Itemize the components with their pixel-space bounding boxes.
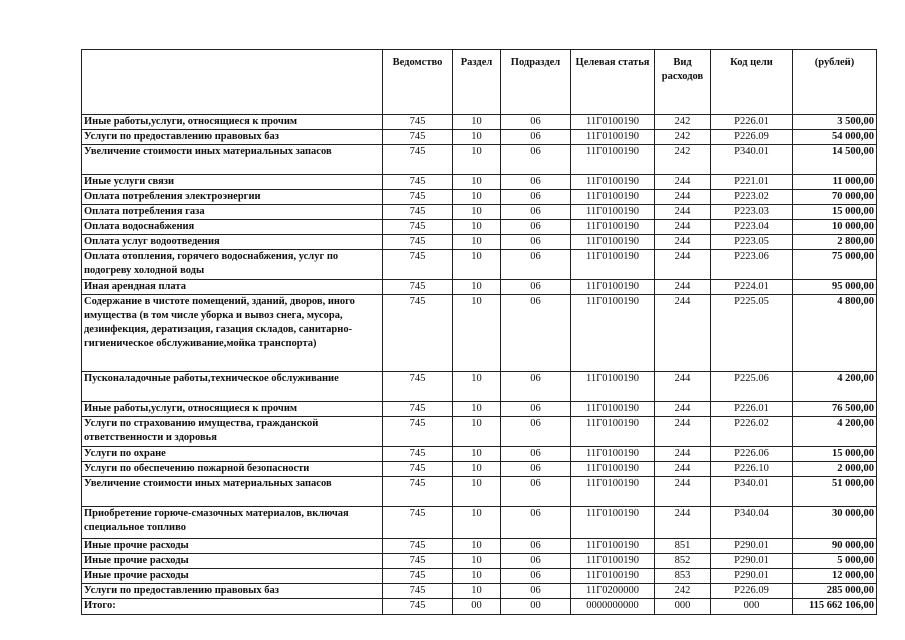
cell-name: Пусконаладочные работы,техническое обслуживание [82, 372, 383, 402]
cell-vedomstvo: 745 [383, 235, 453, 250]
cell-name: Увеличение стоимости иных материальных запасов [82, 145, 383, 175]
cell-vid: 244 [655, 447, 711, 462]
cell-vid: 244 [655, 402, 711, 417]
cell-sum: 2 000,00 [793, 462, 877, 477]
cell-kod: P226.06 [711, 447, 793, 462]
cell-statya: 11Г0100190 [571, 507, 655, 539]
table-body [82, 115, 877, 615]
cell-statya: 11Г0100190 [571, 295, 655, 372]
cell-vid: 853 [655, 569, 711, 584]
table-row [82, 295, 877, 372]
cell-kod: 000 [711, 599, 793, 615]
cell-statya: 11Г0100190 [571, 569, 655, 584]
cell-razdel: 10 [453, 554, 501, 569]
cell-name: Услуги по предоставлению правовых баз [82, 130, 383, 145]
cell-kod: P223.04 [711, 220, 793, 235]
cell-kod: P224.01 [711, 280, 793, 295]
cell-kod: P340.04 [711, 507, 793, 539]
cell-kod: P290.01 [711, 569, 793, 584]
header-kod: Код цели [711, 50, 793, 115]
cell-sum: 15 000,00 [793, 447, 877, 462]
cell-sum: 3 500,00 [793, 115, 877, 130]
cell-vid: 244 [655, 295, 711, 372]
cell-statya: 11Г0100190 [571, 462, 655, 477]
cell-sum: 12 000,00 [793, 569, 877, 584]
cell-vid: 244 [655, 250, 711, 280]
cell-podrazdel: 06 [501, 447, 571, 462]
cell-podrazdel: 06 [501, 462, 571, 477]
cell-kod: P223.03 [711, 205, 793, 220]
cell-vedomstvo: 745 [383, 417, 453, 447]
cell-razdel: 10 [453, 235, 501, 250]
cell-statya: 11Г0100190 [571, 235, 655, 250]
cell-vid: 242 [655, 130, 711, 145]
cell-razdel: 10 [453, 175, 501, 190]
cell-podrazdel: 06 [501, 235, 571, 250]
cell-kod: P223.06 [711, 250, 793, 280]
cell-vid: 244 [655, 372, 711, 402]
header-razdel: Раздел [453, 50, 501, 115]
cell-razdel: 10 [453, 584, 501, 599]
table-row [82, 220, 877, 235]
cell-razdel: 10 [453, 569, 501, 584]
cell-kod: P290.01 [711, 554, 793, 569]
cell-razdel: 10 [453, 190, 501, 205]
cell-podrazdel: 06 [501, 372, 571, 402]
cell-sum: 54 000,00 [793, 130, 877, 145]
cell-sum: 15 000,00 [793, 205, 877, 220]
cell-kod: P225.05 [711, 295, 793, 372]
cell-vid: 244 [655, 280, 711, 295]
cell-statya: 11Г0100190 [571, 145, 655, 175]
cell-sum: 4 200,00 [793, 417, 877, 447]
cell-podrazdel: 06 [501, 584, 571, 599]
cell-vid: 244 [655, 477, 711, 507]
cell-razdel: 10 [453, 447, 501, 462]
table-row [82, 417, 877, 447]
cell-sum: 10 000,00 [793, 220, 877, 235]
cell-sum: 4 800,00 [793, 295, 877, 372]
header-podrazdel: Подраздел [501, 50, 571, 115]
cell-vedomstvo: 745 [383, 115, 453, 130]
cell-razdel: 10 [453, 250, 501, 280]
cell-kod: P223.05 [711, 235, 793, 250]
cell-sum: 95 000,00 [793, 280, 877, 295]
cell-sum: 115 662 106,00 [793, 599, 877, 615]
cell-vid: 244 [655, 190, 711, 205]
cell-name: Приобретение горюче-смазочных материалов, включая специальное топливо [82, 507, 383, 539]
cell-name: Услуги по охране [82, 447, 383, 462]
table-row [82, 554, 877, 569]
cell-name: Услуги по обеспечению пожарной безопасности [82, 462, 383, 477]
cell-vid: 852 [655, 554, 711, 569]
cell-podrazdel: 06 [501, 295, 571, 372]
cell-vedomstvo: 745 [383, 539, 453, 554]
cell-name: Оплата потребления газа [82, 205, 383, 220]
cell-vid: 244 [655, 205, 711, 220]
cell-vid: 244 [655, 235, 711, 250]
table-row [82, 115, 877, 130]
table-row [82, 599, 877, 615]
table-row [82, 250, 877, 280]
cell-vedomstvo: 745 [383, 477, 453, 507]
table-row [82, 447, 877, 462]
cell-podrazdel: 06 [501, 539, 571, 554]
header-row [82, 50, 877, 115]
cell-vedomstvo: 745 [383, 447, 453, 462]
cell-name: Иные услуги связи [82, 175, 383, 190]
cell-vid: 244 [655, 507, 711, 539]
cell-sum: 51 000,00 [793, 477, 877, 507]
cell-vedomstvo: 745 [383, 205, 453, 220]
cell-kod: P226.02 [711, 417, 793, 447]
header-vid: Вид расходов [655, 50, 711, 115]
cell-vedomstvo: 745 [383, 145, 453, 175]
cell-vid: 244 [655, 220, 711, 235]
cell-vedomstvo: 745 [383, 402, 453, 417]
cell-sum: 4 200,00 [793, 372, 877, 402]
header-name [82, 50, 383, 115]
cell-vedomstvo: 745 [383, 280, 453, 295]
cell-razdel: 10 [453, 115, 501, 130]
cell-sum: 30 000,00 [793, 507, 877, 539]
table-row [82, 477, 877, 507]
cell-name: Оплата потребления электроэнергии [82, 190, 383, 205]
cell-sum: 90 000,00 [793, 539, 877, 554]
cell-vid: 244 [655, 462, 711, 477]
table-row [82, 205, 877, 220]
cell-name: Иные прочие расходы [82, 539, 383, 554]
cell-kod: P221.01 [711, 175, 793, 190]
cell-podrazdel: 06 [501, 220, 571, 235]
cell-razdel: 10 [453, 220, 501, 235]
cell-podrazdel: 00 [501, 599, 571, 615]
cell-kod: P340.01 [711, 145, 793, 175]
cell-vedomstvo: 745 [383, 462, 453, 477]
header-sum: (рублей) [793, 50, 877, 115]
table-row [82, 584, 877, 599]
cell-razdel: 10 [453, 145, 501, 175]
table-row [82, 539, 877, 554]
cell-vedomstvo: 745 [383, 569, 453, 584]
cell-kod: P226.10 [711, 462, 793, 477]
cell-podrazdel: 06 [501, 205, 571, 220]
cell-sum: 76 500,00 [793, 402, 877, 417]
cell-name: Оплата водоснабжения [82, 220, 383, 235]
cell-statya: 11Г0100190 [571, 539, 655, 554]
cell-podrazdel: 06 [501, 402, 571, 417]
cell-name: Иные работы,услуги, относящиеся к прочим [82, 402, 383, 417]
cell-podrazdel: 06 [501, 115, 571, 130]
cell-vedomstvo: 745 [383, 554, 453, 569]
cell-vid: 242 [655, 145, 711, 175]
cell-statya: 11Г0200000 [571, 584, 655, 599]
cell-razdel: 10 [453, 130, 501, 145]
cell-statya: 11Г0100190 [571, 115, 655, 130]
cell-razdel: 10 [453, 477, 501, 507]
cell-podrazdel: 06 [501, 130, 571, 145]
cell-razdel: 10 [453, 295, 501, 372]
cell-name: Иная арендная плата [82, 280, 383, 295]
table-row [82, 130, 877, 145]
cell-kod: P226.09 [711, 130, 793, 145]
cell-sum: 70 000,00 [793, 190, 877, 205]
cell-name: Увеличение стоимости иных материальных запасов [82, 477, 383, 507]
table-row [82, 402, 877, 417]
cell-sum: 5 000,00 [793, 554, 877, 569]
cell-vedomstvo: 745 [383, 599, 453, 615]
cell-sum: 11 000,00 [793, 175, 877, 190]
cell-statya: 11Г0100190 [571, 190, 655, 205]
cell-kod: P226.01 [711, 115, 793, 130]
cell-name: Иные прочие расходы [82, 569, 383, 584]
cell-kod: P340.01 [711, 477, 793, 507]
cell-sum: 2 800,00 [793, 235, 877, 250]
cell-statya: 11Г0100190 [571, 372, 655, 402]
cell-razdel: 00 [453, 599, 501, 615]
cell-vedomstvo: 745 [383, 220, 453, 235]
table-row [82, 235, 877, 250]
cell-name: Итого: [82, 599, 383, 615]
budget-table [81, 49, 877, 615]
cell-name: Иные работы,услуги, относящиеся к прочим [82, 115, 383, 130]
cell-razdel: 10 [453, 402, 501, 417]
cell-statya: 11Г0100190 [571, 175, 655, 190]
cell-name: Иные прочие расходы [82, 554, 383, 569]
cell-sum: 75 000,00 [793, 250, 877, 280]
cell-statya: 11Г0100190 [571, 554, 655, 569]
table-row [82, 372, 877, 402]
cell-kod: P290.01 [711, 539, 793, 554]
cell-podrazdel: 06 [501, 145, 571, 175]
cell-statya: 11Г0100190 [571, 205, 655, 220]
cell-podrazdel: 06 [501, 280, 571, 295]
cell-podrazdel: 06 [501, 554, 571, 569]
cell-vedomstvo: 745 [383, 250, 453, 280]
cell-vid: 244 [655, 175, 711, 190]
cell-razdel: 10 [453, 539, 501, 554]
cell-vedomstvo: 745 [383, 190, 453, 205]
table-row [82, 190, 877, 205]
cell-kod: P223.02 [711, 190, 793, 205]
header-vedomstvo: Ведомство [383, 50, 453, 115]
cell-name: Услуги по предоставлению правовых баз [82, 584, 383, 599]
cell-kod: P226.09 [711, 584, 793, 599]
cell-statya: 0000000000 [571, 599, 655, 615]
table-row [82, 280, 877, 295]
cell-statya: 11Г0100190 [571, 477, 655, 507]
cell-podrazdel: 06 [501, 417, 571, 447]
cell-vid: 244 [655, 417, 711, 447]
table-row [82, 569, 877, 584]
header-statya: Целевая статья [571, 50, 655, 115]
cell-vedomstvo: 745 [383, 372, 453, 402]
cell-statya: 11Г0100190 [571, 130, 655, 145]
cell-statya: 11Г0100190 [571, 220, 655, 235]
cell-vedomstvo: 745 [383, 507, 453, 539]
cell-kod: P225.06 [711, 372, 793, 402]
cell-name: Услуги по страхованию имущества, гражданской ответственности и здоровья [82, 417, 383, 447]
cell-vedomstvo: 745 [383, 130, 453, 145]
cell-razdel: 10 [453, 462, 501, 477]
cell-podrazdel: 06 [501, 507, 571, 539]
table-row [82, 175, 877, 190]
cell-statya: 11Г0100190 [571, 447, 655, 462]
cell-vedomstvo: 745 [383, 295, 453, 372]
cell-name: Содержание в чистоте помещений, зданий, дворов, иного имущества (в том числе уборка и вывоз снега, мусора, дезинфекция, дератизация, газация складов, санитарно-гигиеническое обслуживание,мойка транспорта) [82, 295, 383, 372]
cell-razdel: 10 [453, 507, 501, 539]
cell-statya: 11Г0100190 [571, 402, 655, 417]
cell-vid: 000 [655, 599, 711, 615]
cell-vid: 851 [655, 539, 711, 554]
cell-sum: 14 500,00 [793, 145, 877, 175]
cell-podrazdel: 06 [501, 250, 571, 280]
table-row [82, 145, 877, 175]
cell-razdel: 10 [453, 417, 501, 447]
cell-vid: 242 [655, 584, 711, 599]
cell-podrazdel: 06 [501, 569, 571, 584]
cell-name: Оплата услуг водоотведения [82, 235, 383, 250]
table-row [82, 507, 877, 539]
cell-statya: 11Г0100190 [571, 250, 655, 280]
cell-razdel: 10 [453, 280, 501, 295]
cell-podrazdel: 06 [501, 190, 571, 205]
cell-razdel: 10 [453, 372, 501, 402]
table-row [82, 462, 877, 477]
cell-vedomstvo: 745 [383, 584, 453, 599]
cell-statya: 11Г0100190 [571, 417, 655, 447]
cell-podrazdel: 06 [501, 175, 571, 190]
cell-vedomstvo: 745 [383, 175, 453, 190]
cell-kod: P226.01 [711, 402, 793, 417]
cell-sum: 285 000,00 [793, 584, 877, 599]
cell-razdel: 10 [453, 205, 501, 220]
cell-statya: 11Г0100190 [571, 280, 655, 295]
cell-vid: 242 [655, 115, 711, 130]
cell-name: Оплата отопления, горячего водоснабжения, услуг по подогреву холодной воды [82, 250, 383, 280]
cell-podrazdel: 06 [501, 477, 571, 507]
